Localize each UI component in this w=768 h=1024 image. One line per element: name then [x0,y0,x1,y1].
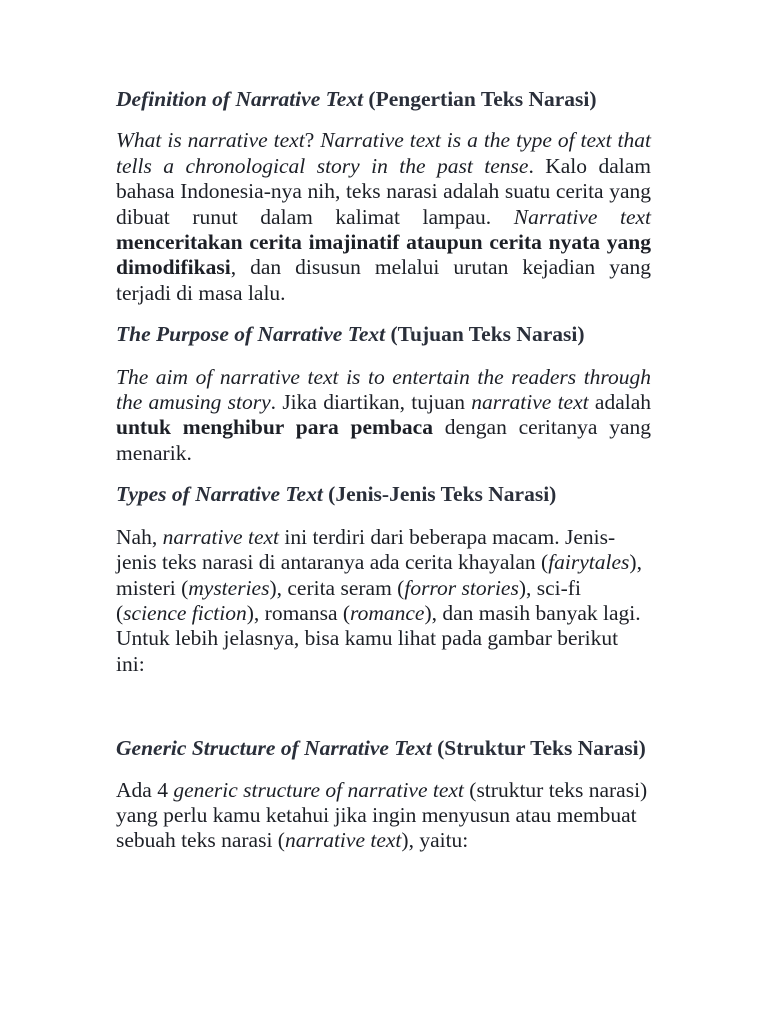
narrative-text-term: narrative text [162,524,280,549]
narrative-text-term: narrative text [471,390,589,415]
narrative-text-term: narrative text [284,828,402,853]
purpose-bold-phrase: untuk menghibur para pembaca [116,415,433,440]
types-text-5: ), sci-fi ( [116,575,581,625]
types-heading-english: Types of Narrative Text [116,482,323,507]
types-text-7: ), dan masih banyak lagi. Untuk lebih jelasnya, bisa kamu lihat pada gambar berikut ini: [116,600,641,676]
definition-heading [116,87,651,112]
definition-tail: , dan disusun melalui urutan kejadian yang terjadi di masa lalu. [116,255,651,305]
structure-paragraph [116,778,651,854]
definition-indonesian: . Kalo dalam bahasa Indonesia-nya nih, teks narasi adalah suatu cerita yang dibuat runut dalam kalimat lampau. [116,153,651,229]
structure-heading-english: Generic Structure of Narrative Text [116,736,432,761]
structure-heading-indonesian: (Struktur Teks Narasi) [437,736,646,761]
types-text-4: ), cerita seram ( [269,575,405,600]
question-text: What is narrative text [116,128,305,153]
structure-heading [116,736,651,761]
structure-text-1: Ada 4 [116,777,168,802]
definition-heading-indonesian: (Pengertian Teks Narasi) [368,87,597,111]
types-heading [116,482,651,507]
types-text-2: ini terdiri dari beberapa macam. Jenis-jenis teks narasi di antaranya ada cerita khayalan ( [116,524,616,575]
romance-term: romance [350,600,425,625]
types-text-6: ), romansa ( [246,600,351,625]
purpose-middle: . Jika diartikan, tujuan [270,390,466,415]
structure-text-2: (struktur teks narasi) yang perlu kamu ketahui jika ingin menyusun atau membuat sebuah teks narasi ( [116,777,648,853]
purpose-english: The aim of narrative text is to entertain the readers through the amusing story [116,364,651,415]
mysteries-term: mysteries [188,575,270,600]
definition-english: Narrative text is a the type of text that tells a chronological story in the past tense [116,128,651,178]
science-fiction-term: science fiction [123,600,247,625]
definition-bold-phrase: menceritakan cerita imajinatif ataupun cerita nyata yang dimodifikasi [116,230,651,280]
purpose-heading-indonesian: (Tujuan Teks Narasi) [390,322,585,347]
question-mark: ? [304,128,315,153]
purpose-tail: dengan ceritanya yang menarik. [116,415,651,465]
types-heading-indonesian: (Jenis-Jenis Teks Narasi) [328,482,557,507]
purpose-paragraph [116,365,651,467]
purpose-adalah: adalah [594,390,652,415]
fairytales-term: fairytales [548,550,630,575]
types-text-1: Nah, [116,524,158,549]
narrative-text-term: Narrative text [513,204,651,229]
definition-heading-english: Definition of Narrative Text [116,87,364,111]
generic-structure-term: generic structure of narrative text [173,777,464,802]
types-text-3: ), misteri ( [116,550,642,600]
document-page [116,86,651,854]
definition-paragraph [116,128,651,306]
types-paragraph [116,525,651,677]
purpose-heading [116,322,651,347]
purpose-heading-english: The Purpose of Narrative Text [116,322,386,347]
structure-text-3: ), yaitu: [401,828,469,853]
forror-stories-term: forror stories [404,575,519,600]
